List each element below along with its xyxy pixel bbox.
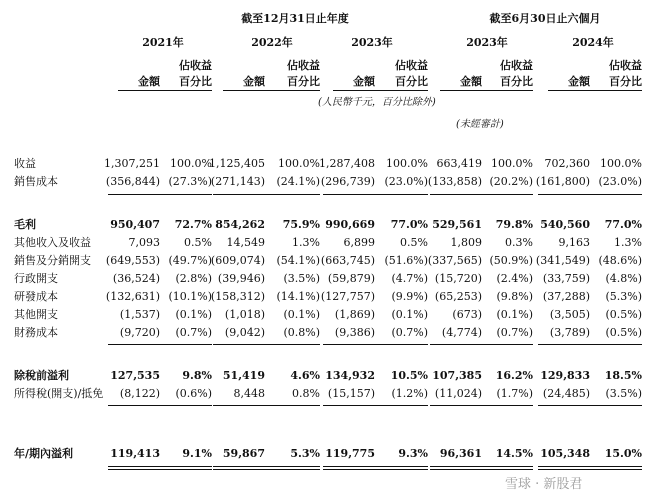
year-label: 2021年: [142, 36, 184, 49]
cell-percentage: (27.3%): [168, 175, 212, 188]
row-label: 所得稅(開支)/抵免: [14, 387, 104, 400]
cell-percentage: (24.1%): [276, 175, 320, 188]
cell-amount: 1,809: [450, 236, 482, 249]
cell-percentage: (23.0%): [598, 175, 642, 188]
cell-percentage: 77.0%: [604, 218, 642, 231]
cell-percentage: (23.0%): [384, 175, 428, 188]
column-header-pct-line1: 佔收益: [179, 59, 212, 72]
cell-amount: 990,669: [325, 218, 375, 231]
cell-percentage: (50.9%): [489, 254, 533, 267]
cell-amount: (33,759): [542, 272, 590, 285]
subtotal-underline: [213, 405, 320, 406]
cell-amount: (3,789): [549, 326, 590, 339]
cell-amount: (15,157): [327, 387, 375, 400]
cell-percentage: (0.7%): [496, 326, 533, 339]
cell-amount: 950,407: [110, 218, 160, 231]
cell-percentage: (51.6%): [384, 254, 428, 267]
header-underline: [333, 90, 428, 91]
cell-percentage: (2.4%): [496, 272, 533, 285]
unit-note: (人民幣千元，百分比除外): [318, 97, 436, 108]
cell-percentage: 100.0%: [278, 157, 320, 170]
subtotal-underline: [108, 405, 212, 406]
cell-amount: (8,122): [119, 387, 160, 400]
cell-amount: (132,631): [105, 290, 160, 303]
row-label: 其他收入及收益: [14, 236, 91, 249]
cell-amount: 663,419: [436, 157, 482, 170]
cell-amount: (158,312): [210, 290, 265, 303]
cell-percentage: 100.0%: [600, 157, 642, 170]
total-double-underline: [108, 466, 212, 467]
cell-amount: 6,899: [343, 236, 375, 249]
cell-amount: (296,739): [320, 175, 375, 188]
cell-percentage: 18.5%: [604, 369, 642, 382]
cell-percentage: (5.3%): [605, 290, 642, 303]
cell-amount: 529,561: [432, 218, 482, 231]
cell-percentage: 0.5%: [184, 236, 212, 249]
cell-amount: 105,348: [540, 447, 590, 460]
cell-amount: 127,535: [110, 369, 160, 382]
column-header-pct-line2: 百分比: [395, 75, 428, 88]
total-double-underline: [108, 469, 212, 470]
cell-percentage: (3.5%): [605, 387, 642, 400]
cell-amount: 107,385: [432, 369, 482, 382]
subtotal-underline: [108, 344, 212, 345]
column-header-pct-line1: 佔收益: [287, 59, 320, 72]
row-label: 毛利: [14, 218, 36, 231]
cell-percentage: (48.6%): [598, 254, 642, 267]
year-label: 2023年: [351, 36, 393, 49]
cell-amount: 129,833: [540, 369, 590, 382]
column-header-pct-line1: 佔收益: [609, 59, 642, 72]
cell-percentage: 0.3%: [505, 236, 533, 249]
cell-percentage: (9.8%): [496, 290, 533, 303]
subtotal-underline: [538, 344, 642, 345]
row-label: 除稅前溢利: [14, 369, 69, 382]
cell-percentage: (0.5%): [605, 308, 642, 321]
total-double-underline: [213, 466, 320, 467]
header-underline: [440, 90, 533, 91]
cell-amount: (37,288): [542, 290, 590, 303]
period-header-half: 截至6月30日止六個月: [489, 12, 601, 25]
column-header-amount: 金額: [568, 75, 590, 88]
cell-amount: (9,720): [119, 326, 160, 339]
cell-amount: (15,720): [434, 272, 482, 285]
cell-percentage: (0.1%): [391, 308, 428, 321]
cell-percentage: (9.9%): [391, 290, 428, 303]
cell-amount: (356,844): [105, 175, 160, 188]
total-double-underline: [323, 466, 428, 467]
cell-amount: 540,560: [540, 218, 590, 231]
cell-percentage: (20.2%): [489, 175, 533, 188]
cell-percentage: 100.0%: [170, 157, 212, 170]
column-header-pct-line1: 佔收益: [395, 59, 428, 72]
cell-amount: (673): [452, 308, 482, 321]
subtotal-underline: [538, 405, 642, 406]
cell-amount: 134,932: [325, 369, 375, 382]
cell-percentage: 72.7%: [174, 218, 212, 231]
subtotal-underline: [323, 194, 428, 195]
cell-percentage: (10.1%): [168, 290, 212, 303]
cell-amount: 119,413: [110, 447, 160, 460]
cell-amount: (609,074): [210, 254, 265, 267]
total-double-underline: [538, 466, 642, 467]
cell-percentage: 100.0%: [491, 157, 533, 170]
subtotal-underline: [430, 405, 533, 406]
cell-percentage: (0.7%): [391, 326, 428, 339]
cell-amount: (133,858): [427, 175, 482, 188]
cell-percentage: (0.1%): [496, 308, 533, 321]
cell-amount: (649,553): [105, 254, 160, 267]
total-double-underline: [323, 469, 428, 470]
cell-amount: (24,485): [542, 387, 590, 400]
cell-amount: 1,287,408: [319, 157, 375, 170]
cell-amount: (9,042): [224, 326, 265, 339]
cell-amount: (271,143): [210, 175, 265, 188]
cell-percentage: 0.5%: [400, 236, 428, 249]
cell-percentage: (0.1%): [283, 308, 320, 321]
subtotal-underline: [323, 405, 428, 406]
cell-percentage: 9.3%: [398, 447, 428, 460]
cell-amount: (11,024): [434, 387, 482, 400]
cell-amount: (3,505): [549, 308, 590, 321]
cell-percentage: 75.9%: [282, 218, 320, 231]
cell-amount: 1,307,251: [104, 157, 160, 170]
cell-percentage: (4.7%): [391, 272, 428, 285]
cell-amount: 702,360: [544, 157, 590, 170]
cell-amount: (1,869): [334, 308, 375, 321]
row-label: 財務成本: [14, 326, 58, 339]
subtotal-underline: [430, 194, 533, 195]
year-label: 2023年: [466, 36, 508, 49]
cell-percentage: 0.8%: [292, 387, 320, 400]
column-header-amount: 金額: [460, 75, 482, 88]
cell-amount: (1,018): [224, 308, 265, 321]
cell-percentage: (2.8%): [175, 272, 212, 285]
total-double-underline: [213, 469, 320, 470]
cell-amount: 9,163: [558, 236, 590, 249]
cell-percentage: 77.0%: [390, 218, 428, 231]
unaudited-note: (未經審計): [456, 119, 504, 130]
row-label: 收益: [14, 157, 36, 170]
row-label: 其他開支: [14, 308, 58, 321]
column-header-amount: 金額: [353, 75, 375, 88]
cell-percentage: 9.8%: [182, 369, 212, 382]
cell-percentage: (0.5%): [605, 326, 642, 339]
cell-amount: 51,419: [222, 369, 265, 382]
cell-percentage: 79.8%: [495, 218, 533, 231]
cell-percentage: 1.3%: [614, 236, 642, 249]
column-header-amount: 金額: [243, 75, 265, 88]
subtotal-underline: [430, 344, 533, 345]
row-label: 行政開支: [14, 272, 58, 285]
cell-amount: (9,386): [334, 326, 375, 339]
cell-percentage: (0.1%): [175, 308, 212, 321]
header-underline: [223, 90, 320, 91]
cell-percentage: 9.1%: [182, 447, 212, 460]
cell-amount: 854,262: [215, 218, 265, 231]
column-header-pct-line1: 佔收益: [500, 59, 533, 72]
cell-amount: 7,093: [128, 236, 160, 249]
cell-amount: (337,565): [427, 254, 482, 267]
year-label: 2024年: [572, 36, 614, 49]
cell-amount: (663,745): [320, 254, 375, 267]
cell-percentage: 100.0%: [386, 157, 428, 170]
year-label: 2022年: [251, 36, 293, 49]
cell-amount: (65,253): [434, 290, 482, 303]
cell-percentage: (0.6%): [175, 387, 212, 400]
subtotal-underline: [323, 344, 428, 345]
cell-percentage: 14.5%: [495, 447, 533, 460]
row-label: 研發成本: [14, 290, 58, 303]
cell-percentage: 16.2%: [495, 369, 533, 382]
cell-amount: 8,448: [233, 387, 265, 400]
cell-percentage: (49.7%): [168, 254, 212, 267]
cell-amount: 119,775: [325, 447, 375, 460]
subtotal-underline: [213, 194, 320, 195]
subtotal-underline: [108, 194, 212, 195]
cell-amount: 59,867: [222, 447, 265, 460]
subtotal-underline: [213, 344, 320, 345]
cell-amount: 96,361: [439, 447, 482, 460]
column-header-pct-line2: 百分比: [609, 75, 642, 88]
cell-percentage: 4.6%: [290, 369, 320, 382]
row-label: 銷售及分銷開支: [14, 254, 91, 267]
watermark: 雪球 · 新股君: [505, 477, 583, 492]
cell-amount: 14,549: [226, 236, 265, 249]
cell-amount: (161,800): [535, 175, 590, 188]
subtotal-underline: [538, 194, 642, 195]
cell-percentage: 10.5%: [390, 369, 428, 382]
cell-percentage: 5.3%: [290, 447, 320, 460]
cell-amount: (39,946): [217, 272, 265, 285]
period-header-year: 截至12月31日止年度: [241, 12, 349, 25]
header-underline: [118, 90, 212, 91]
cell-amount: (59,879): [327, 272, 375, 285]
cell-percentage: (4.8%): [605, 272, 642, 285]
column-header-pct-line2: 百分比: [179, 75, 212, 88]
cell-percentage: 15.0%: [604, 447, 642, 460]
column-header-pct-line2: 百分比: [500, 75, 533, 88]
cell-percentage: 1.3%: [292, 236, 320, 249]
cell-percentage: (54.1%): [276, 254, 320, 267]
cell-amount: (1,537): [119, 308, 160, 321]
column-header-pct-line2: 百分比: [287, 75, 320, 88]
cell-percentage: (1.7%): [496, 387, 533, 400]
cell-percentage: (3.5%): [283, 272, 320, 285]
total-double-underline: [430, 466, 533, 467]
column-header-amount: 金額: [138, 75, 160, 88]
cell-percentage: (0.8%): [283, 326, 320, 339]
header-underline: [548, 90, 642, 91]
cell-percentage: (0.7%): [175, 326, 212, 339]
cell-amount: (4,774): [441, 326, 482, 339]
row-label: 年/期內溢利: [14, 447, 74, 460]
cell-amount: (36,524): [112, 272, 160, 285]
cell-percentage: (1.2%): [391, 387, 428, 400]
cell-percentage: (14.1%): [276, 290, 320, 303]
cell-amount: (127,757): [320, 290, 375, 303]
row-label: 銷售成本: [14, 175, 58, 188]
cell-amount: (341,549): [535, 254, 590, 267]
cell-amount: 1,125,405: [209, 157, 265, 170]
